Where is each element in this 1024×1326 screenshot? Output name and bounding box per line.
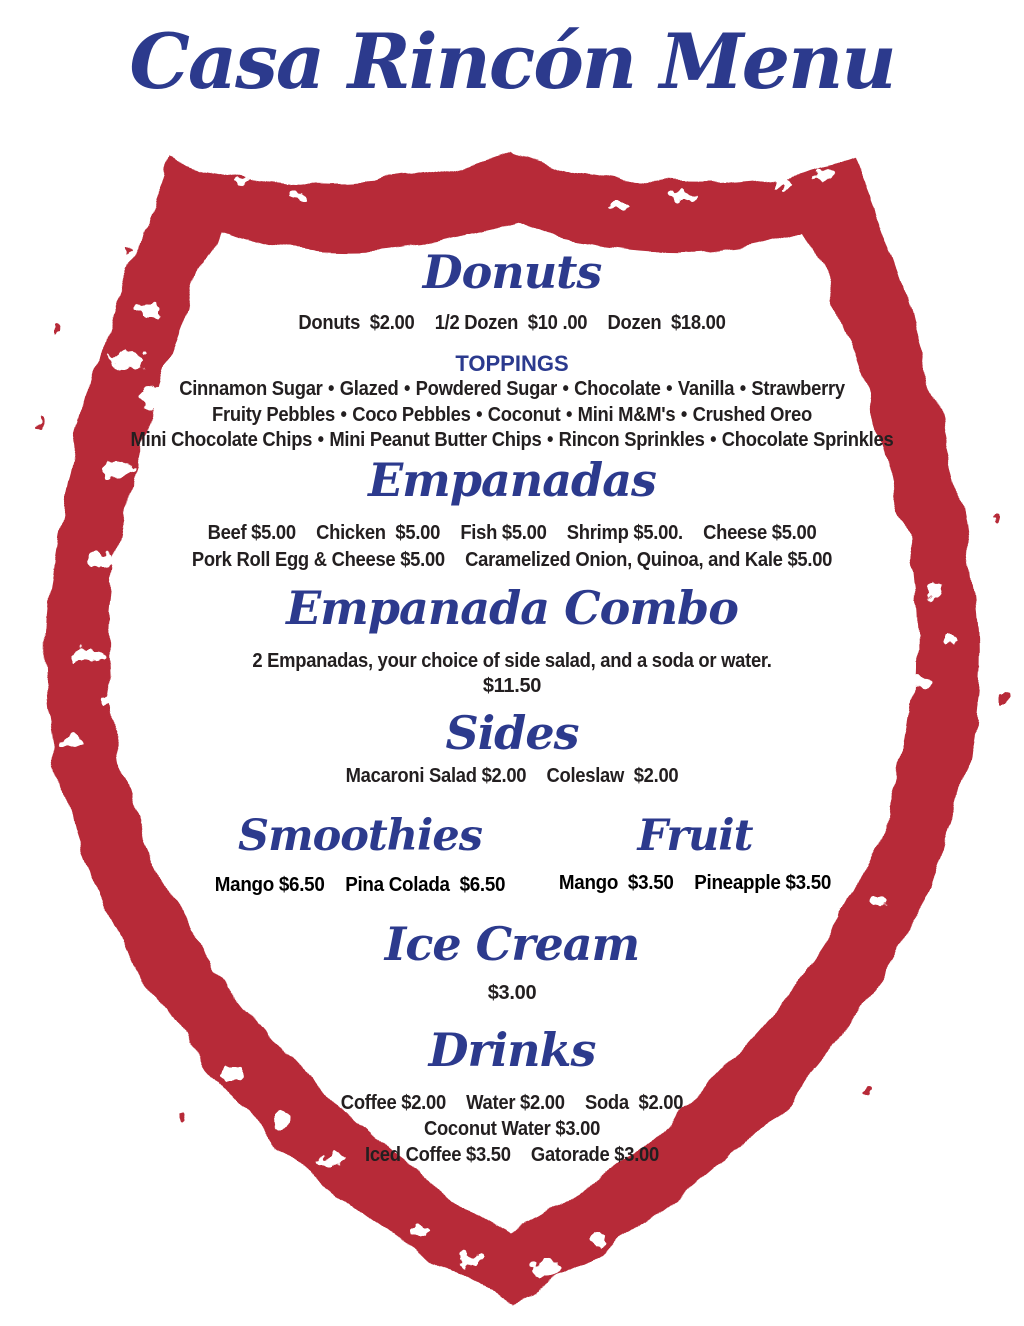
menu-item: Donuts $2.00 [298,312,415,334]
menu-item: Coconut Water $3.00 [423,1118,601,1140]
bullet-separator: • [328,378,335,400]
menu-item: Caramelized Onion, Quinoa, and Kale $5.00 [465,549,833,571]
fruit-price-row [540,870,850,896]
bullet-separator: • [710,429,717,451]
menu-item: Shrimp $5.00. [566,522,683,544]
menu-item: Crushed Oreo [692,404,812,426]
section-heading-drinks: Drinks [428,1023,596,1077]
section-heading-fruit: Fruit [637,811,753,861]
menu-item: Strawberry [751,378,845,400]
menu-item: Coconut [487,404,561,426]
menu-item: Rincon Sprinkles [558,429,705,451]
menu-item: Cinnamon Sugar [179,378,323,400]
menu-item: Cheese $5.00 [703,522,817,544]
drinks-price-row-1 [41,1090,983,1116]
menu-item: 1/2 Dozen $10 .00 [434,312,588,334]
combo-price: $11.50 [482,675,542,697]
toppings-row-3 [41,427,983,453]
menu-item: Pork Roll Egg & Cheese $5.00 [191,549,445,571]
bullet-separator: • [739,378,746,400]
menu-item: Coffee $2.00 [340,1092,446,1114]
menu-item: Mini Chocolate Chips [130,429,313,451]
menu-item: Chocolate [574,378,661,400]
menu-item: Dozen $18.00 [607,312,726,334]
menu-item: Coleslaw $2.00 [546,765,679,787]
menu-item: Mini M&M's [577,404,676,426]
smoothies-column [160,810,560,898]
bullet-separator: • [666,378,673,400]
menu-item: Mini Peanut Butter Chips [329,429,542,451]
empanadas-price-row-1 [41,520,983,546]
toppings-heading: TOPPINGS [455,351,569,376]
bullet-separator: • [565,404,573,426]
section-heading-empanadas: Empanadas [368,453,656,507]
sides-price-row [41,763,983,789]
section-heading-donuts: Donuts [422,245,602,299]
menu-item: Pineapple $3.50 [694,871,832,894]
menu-item: Vanilla [677,378,735,400]
smoothies-price-row [172,872,548,898]
combo-description: 2 Empanadas, your choice of side salad, and a soda or water. [252,650,772,672]
drinks-price-row-3 [41,1142,983,1168]
ice-cream-price: $3.00 [487,982,537,1004]
donuts-price-row [41,310,983,336]
bullet-separator: • [562,378,569,400]
section-heading-empanada-combo: Empanada Combo [286,581,738,635]
empanadas-price-row-2 [41,547,983,573]
menu-item: Powdered Sugar [415,378,557,400]
menu-item: Glazed [339,378,399,400]
toppings-row-2 [41,402,983,428]
fruit-column [530,810,860,896]
menu-item: Pina Colada $6.50 [345,873,506,896]
section-heading-sides: Sides [445,706,579,760]
menu-item: Chocolate Sprinkles [721,429,894,451]
menu-item: Fish $5.00 [460,522,547,544]
bullet-separator: • [680,404,688,426]
bullet-separator: • [317,429,324,451]
menu-item: Fruity Pebbles [212,404,335,426]
section-heading-smoothies: Smoothies [238,811,482,861]
menu-item: Macaroni Salad $2.00 [345,765,527,787]
bullet-separator: • [403,378,411,400]
menu-item: Beef $5.00 [207,522,296,544]
drinks-price-row-2 [41,1116,983,1142]
bullet-separator: • [340,404,347,426]
page-title: Casa Rincón Menu [129,17,895,106]
menu-item: Iced Coffee $3.50 [365,1144,511,1166]
bullet-separator: • [476,404,483,426]
menu-item: Coco Pebbles [352,404,471,426]
menu-item: Gatorade $3.00 [530,1144,659,1166]
menu-item: Soda $2.00 [584,1092,684,1114]
bullet-separator: • [546,429,554,451]
menu-item: Chicken $5.00 [316,522,441,544]
menu-item: Mango $3.50 [558,871,674,894]
section-heading-ice-cream: Ice Cream [384,917,640,971]
menu-item: Water $2.00 [466,1092,565,1114]
toppings-row-1 [41,376,983,402]
menu-item: Mango $6.50 [214,873,325,896]
